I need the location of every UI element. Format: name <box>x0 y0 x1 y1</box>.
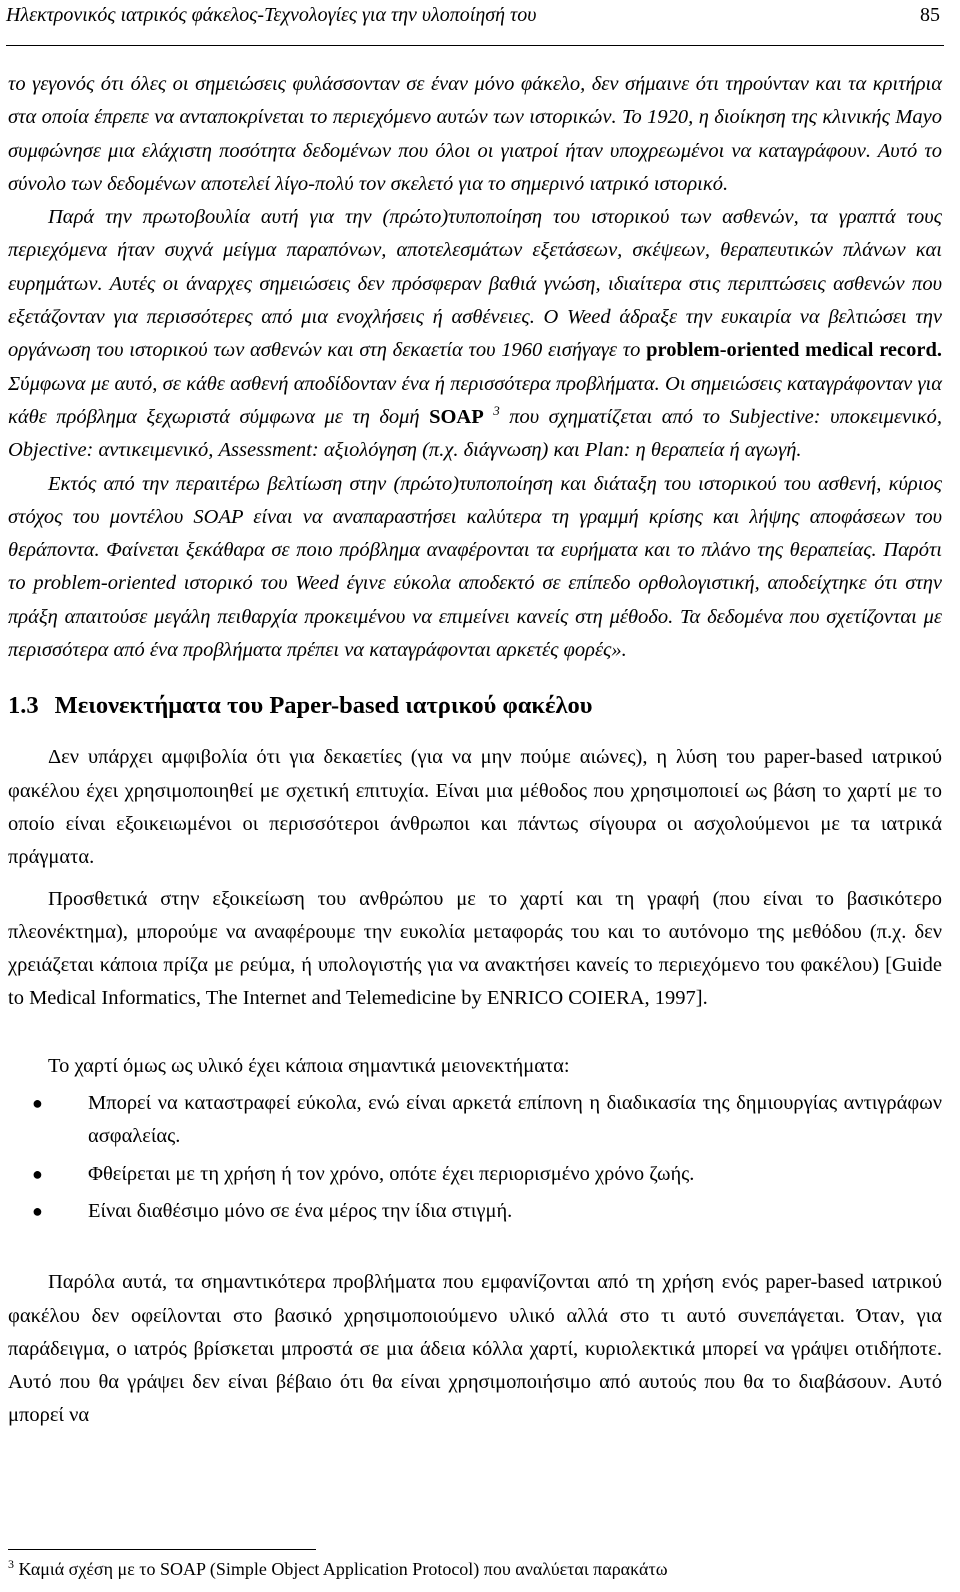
footnote-text: Καμιά σχέση με το SOAP (Simple Object Application Protocol) που αναλύεται παρακάτω <box>14 1559 668 1579</box>
quote-p2-text-a: Παρά την πρωτοβουλία αυτή για την (πρώτο)τυποποίηση του ιστορικού των ασθενών, τα γραπτά τους περιεχόμενα ήταν συχνά μείγμα παραπόνων, αποτελεσμάτων εξετάσεων, σκέψεων, θεραπευτικών πλάνων και ευρημάτων. Αυτές οι άναρχες σημειώσεις δεν πρόσφεραν βαθιά γνώση, ιδιαίτερα στις περιπτώσεις ασθενών που εξετάζονταν για περισσότερες από μια ενοχλήσεις ή ασθένειες. Ο Weed άδραξε την ευκαιρία να βελτιώσει την οργάνωση του ιστορικού των ασθενών και στη δεκαετία του 1960 εισήγαγε το <box>8 206 942 362</box>
body-paragraph-3: Το χαρτί όμως ως υλικό έχει κάποια σημαντικά μειονεκτήματα: <box>48 1054 570 1077</box>
body-paragraph-2: Προσθετικά στην εξοικείωση του ανθρώπου με το χαρτί και τη γραφή (που είναι το βασικότερο πλεονέκτημα), μπορούμε να αναφέρουμε την ευκολία μεταφοράς του και το αυτόνομο της μεθόδου (π.χ. δεν χρειάζεται κάποια πρίζα με ρεύμα, ή υπολογιστής για να ανακτήσει κανείς το περιεχόμενο του φακέλου) [Guide to Medical Informatics, The Internet and Telemedicine by ENRICO COIERA, 1997]. <box>8 887 942 1010</box>
footnote <box>8 1557 668 1581</box>
quote-p2-text-c: που σχηματίζεται από το Subjective: υποκειμενικό, Objective: αντικειμενικό, Assessment: αξιολόγηση (π.χ. διάγνωση) και Plan: η θεραπεία ή αγωγή. <box>8 405 943 462</box>
list-item <box>8 1158 942 1191</box>
page-body <box>8 68 942 1433</box>
footnote-marker: 3 <box>8 1557 14 1571</box>
page-number: 85 <box>920 4 940 26</box>
quote-p2-text-b: Σύμφωνα με αυτό, σε κάθε ασθενή αποδίδονταν ένα ή περισσότερα προβλήματα. Οι σημειώσεις καταγράφονταν για κάθε πρόβλημα ξεχωριστά σύμφωνα με τη δομή <box>8 372 942 428</box>
bullet-icon: ● <box>32 1093 43 1114</box>
section-heading <box>8 691 942 721</box>
header-rule <box>6 45 944 46</box>
bullet-icon: ● <box>32 1200 43 1221</box>
list-item-text: Είναι διαθέσιμο μόνο σε ένα μέρος την ίδια στιγμή. <box>88 1199 513 1222</box>
bullet-icon: ● <box>32 1163 43 1184</box>
running-header <box>6 2 942 28</box>
list-item-text: Φθείρεται με τη χρήση ή τον χρόνο, οπότε έχει περιορισμένο χρόνο ζωής. <box>88 1162 695 1185</box>
body-paragraph-4: Παρόλα αυτά, τα σημαντικότερα προβλήματα που εμφανίζονται από τη χρήση ενός paper-based ιατρικού φακέλου δεν οφείλονται στο βασικό χρησιμοποιούμενο υλικό αλλά στο τι αυτό συνεπάγεται. Όταν, για παράδειγμα, ο ιατρός βρίσκεται μπροστά σε μια άδεια κόλλα χαρτί, κυριολεκτικά μπορεί να γράψει οτιδήποτε. Αυτό που θα γράψει δεν είναι βέβαιο ότι θα είναι χρησιμοποιήσιμο από αυτούς που θα το διαβάσουν. Αυτό μπορεί να <box>8 1271 942 1427</box>
quoted-passage <box>8 68 942 667</box>
bullet-list <box>8 1087 942 1228</box>
section-number: 1.3 <box>8 692 39 720</box>
quote-paragraph-2 <box>8 201 942 467</box>
quote-bold-term: problem-oriented medical record. <box>646 339 942 362</box>
header-title: Ηλεκτρονικός ιατρικός φάκελος-Τεχνολογίες για την υλοποίησή του <box>6 4 537 26</box>
footnote-rule <box>8 1549 316 1550</box>
quote-soap-term: SOAP <box>429 405 484 428</box>
quote-paragraph-1: το γεγονός ότι όλες οι σημειώσεις φυλάσσονταν σε έναν μόνο φάκελο, δεν σήμαινε ότι τηρούνταν και τα κριτήρια στα οποία έπρεπε να ανταποκρίνεται το περιεχόμενο αυτών των ιστορικών. Το 1920, η διοίκηση της κλινικής Mayo συμφώνησε μια ελάχιστη ποσότητα δεδομένων που όλοι οι γιατροί ήταν υποχρεωμένοι να καταγράφουν. Αυτό το σύνολο των δεδομένων αποτελεί λίγο-πολύ τον σκελετό για το σημερινό ιατρικό ιστορικό. <box>8 73 942 195</box>
section-title: Μειονεκτήματα του Paper-based ιατρικού φακέλου <box>54 692 593 720</box>
list-item-text: Μπορεί να καταστραφεί εύκολα, ενώ είναι αρκετά επίπονη η διαδικασία της δημιουργίας αντιγράφων ασφαλείας. <box>88 1092 942 1148</box>
quote-paragraph-3: Εκτός από την περαιτέρω βελτίωση στην (πρώτο)τυποποίηση και διάταξη του ιστορικού του ασθενή, κύριος στόχος του μοντέλου SOAP είναι να αναπαραστήσει καλύτερα τη γραμμή κρίσης και λήψης αποφάσεων του θεράποντα. Φαίνεται ξεκάθαρα σε ποιο πρόβλημα αναφέρονται τα ευρήματα και το πλάνο της θεραπείας. Παρότι το problem-oriented ιστορικό του Weed έγινε εύκολα αποδεκτό σε επίπεδο ορθολογιστική, αποδείχτηκε ότι στην πράξη απαιτούσε μεγάλη πειθαρχία προκειμένου να επιμείνει κανείς στη μέθοδο. Τα δεδομένα που σχετίζονται με περισσότερα από ένα προβλήματα πρέπει να καταγράφονται αρκετές φορές». <box>8 472 942 662</box>
body-paragraph-1: Δεν υπάρχει αμφιβολία ότι για δεκαετίες (για να μην πούμε αιώνες), η λύση του paper-based ιατρικού φακέλου έχει χρησιμοποιηθεί με σχετική επιτυχία. Είναι μια μέθοδος που χρησιμοποιεί ως βάση το χαρτί με το οποίο είναι εξοικειωμένοι οι περισσότεροι άνθρωποι και πάντως σίγουρα οι ασχολούμενοι με τα ιατρικά πράγματα. <box>8 746 942 869</box>
footnote-reference[interactable]: 3 <box>493 403 500 419</box>
list-item <box>8 1195 942 1228</box>
list-item <box>8 1087 942 1154</box>
